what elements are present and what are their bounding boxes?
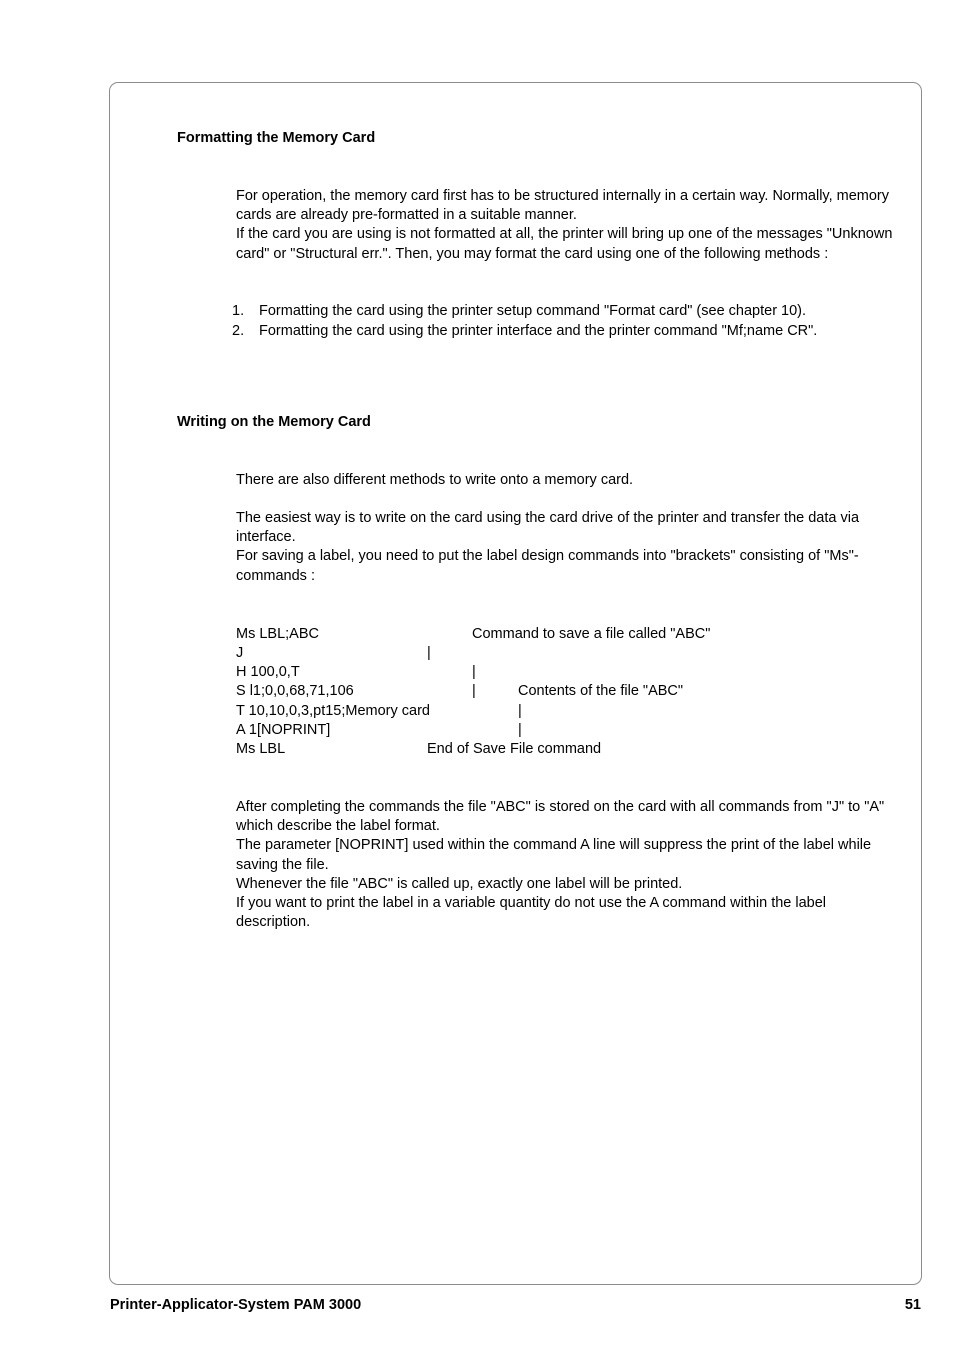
code-bracket: | [472, 683, 476, 699]
section-heading-formatting: Formatting the Memory Card [177, 130, 376, 146]
formatting-paragraph: For operation, the memory card first has to be structured internally in a certain way. Normally, memory cards are already pre-formatted in a suitable manner. If the card you are using is not formatted at all, the printer will bring up one of the messages "Unknown card" or "Structural err.". Then, you may format the card using one of the following methods : [236, 188, 893, 262]
closing-paragraph: After completing the commands the file "ABC" is stored on the card with all commands from "J" to "A" which describe the label format. The parameter [NOPRINT] used within the command A line will suppress the print of the label while saving the file. Whenever the file "ABC" is called up, exactly one label will be printed. If you want to print the label in a variable quantity do not use the A command within the label description. [236, 799, 885, 931]
page-number: 51 [904, 1297, 921, 1313]
list-number: 2. [232, 323, 245, 339]
code-bracket: | [518, 722, 522, 738]
list-text: Formatting the card using the printer interface and the printer command "Mf;name CR". [259, 323, 818, 339]
writing-intro: There are also different methods to write onto a memory card. [236, 472, 634, 488]
code-bracket: | [427, 645, 431, 661]
code-command: S l1;0,0,68,71,106 [236, 683, 354, 699]
code-bracket: | [472, 664, 476, 680]
code-bracket: | [518, 703, 522, 719]
list-text: Formatting the card using the printer setup command "Format card" (see chapter 10). [259, 303, 807, 319]
footer-title: Printer-Applicator-System PAM 3000 [110, 1297, 362, 1313]
code-command: T 10,10,0,3,pt15;Memory card [236, 703, 430, 719]
code-annotation: End of Save File command [427, 741, 602, 757]
code-command: Ms LBL;ABC [236, 626, 319, 642]
list-item [232, 322, 817, 341]
code-annotation: Command to save a file called "ABC" [472, 626, 711, 642]
code-command: A 1[NOPRINT] [236, 722, 331, 738]
code-command: J [236, 645, 244, 661]
list-item [232, 302, 806, 321]
section-heading-writing: Writing on the Memory Card [177, 414, 371, 430]
code-command: H 100,0,T [236, 664, 300, 680]
list-number: 1. [232, 303, 245, 319]
code-command: Ms LBL [236, 741, 286, 757]
code-annotation: Contents of the file "ABC" [518, 683, 684, 699]
writing-paragraph: The easiest way is to write on the card using the card drive of the printer and transfer the data via interface. For saving a label, you need to put the label design commands into "brackets" consisting of "Ms"-commands : [236, 510, 860, 584]
